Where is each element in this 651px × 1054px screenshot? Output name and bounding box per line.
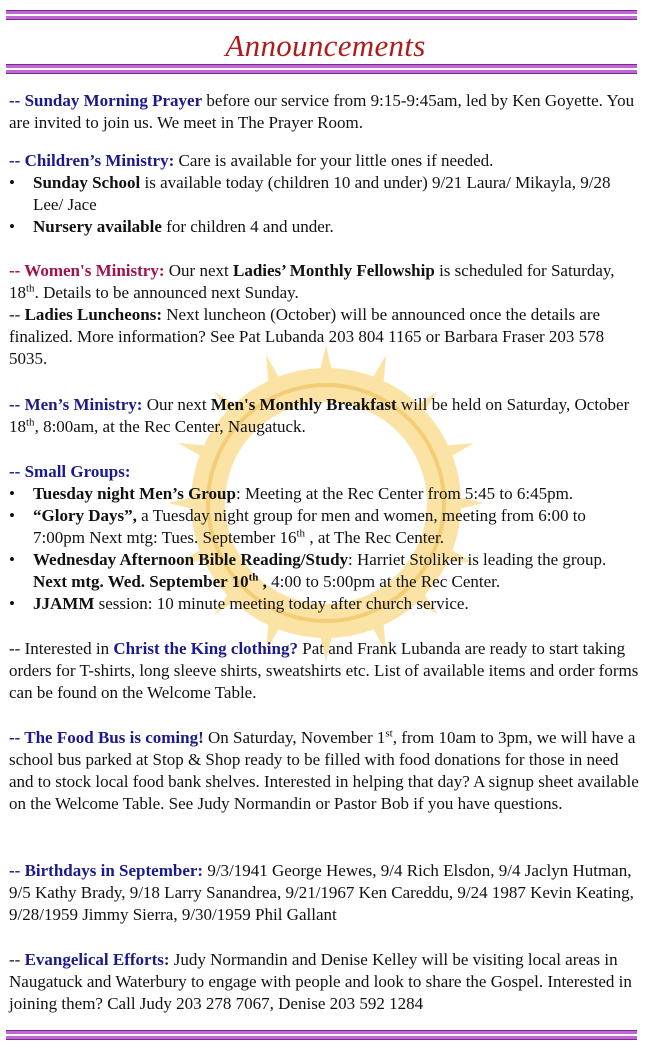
prayer-section xyxy=(9,90,641,134)
clothing-section xyxy=(9,638,641,704)
list-item xyxy=(9,593,641,615)
list-item xyxy=(9,483,641,505)
foodbus-section xyxy=(9,727,641,815)
title-divider xyxy=(6,64,637,74)
prayer-text: before our service from 9:15-9:45am, led by Ken Goyette. You are invited to join us. We meet in The Prayer Room. xyxy=(9,91,635,132)
item-text: : Meeting at the Rec Center from 5:45 to 6:45pm. xyxy=(235,484,574,503)
women-text: . Details to be announced next Sunday. xyxy=(34,283,299,302)
ordinal-suffix: st xyxy=(385,727,393,740)
men-text: Our next xyxy=(142,395,211,414)
women-heading: -- Women's Ministry: xyxy=(9,261,165,280)
item-bold: , xyxy=(258,572,267,591)
item-text: session: 10 minute meeting today after church service. xyxy=(94,594,469,613)
bullet-icon: • xyxy=(9,217,15,236)
men-text: will be held on Saturday, October 18 xyxy=(9,395,630,436)
children-text: Care is available for your little ones if needed. xyxy=(174,151,494,170)
item-bold: Next mtg. Wed. September 10 xyxy=(33,572,249,591)
evangelical-section xyxy=(9,949,641,1015)
item-text: a Tuesday night group for men and women, meeting from 6:00 to 7:00pm Next mtg: Tues. September 16 xyxy=(33,506,586,547)
men-section xyxy=(9,394,641,438)
women-event: Ladies’ Monthly Fellowship xyxy=(232,261,435,280)
ordinal-suffix: th xyxy=(26,282,35,295)
men-heading: -- Men’s Ministry: xyxy=(9,395,143,414)
luncheon-heading: Ladies Luncheons: xyxy=(24,305,163,324)
list-item xyxy=(9,505,641,549)
top-divider xyxy=(6,10,637,20)
item-text: , at The Rec Center. xyxy=(305,528,445,547)
bullet-icon: • xyxy=(9,506,15,525)
bullet-icon: • xyxy=(9,594,15,613)
women-text: Our next xyxy=(164,261,233,280)
item-bold: Sunday School xyxy=(33,173,141,192)
ordinal-suffix: th xyxy=(248,571,259,584)
item-bold: “Glory Days”, xyxy=(33,506,137,525)
page-title: Announcements xyxy=(225,28,426,63)
item-text: 9/21 Laura/ Mikayla, 9/28 Lee/ Jace xyxy=(33,173,611,214)
evangelical-heading: Evangelical Efforts: xyxy=(24,950,170,969)
bottom-divider xyxy=(6,1030,637,1040)
birthdays-heading: -- Birthdays in September: xyxy=(9,861,204,880)
clothing-heading: Christ the King clothing? xyxy=(113,639,298,658)
item-text: for children 4 and under. xyxy=(161,217,334,236)
foodbus-heading: -- The Food Bus is coming! xyxy=(9,728,204,747)
ordinal-suffix: th xyxy=(26,416,35,429)
children-section xyxy=(9,150,641,238)
list-item xyxy=(9,216,641,238)
list-item xyxy=(9,549,641,593)
clothing-prefix: -- Interested in xyxy=(9,639,114,658)
item-bold: Tuesday night Men’s Group xyxy=(33,484,236,503)
list-item xyxy=(9,172,641,216)
item-bold: Wednesday Afternoon Bible Reading/Study xyxy=(33,550,349,569)
item-bold: Nursery available xyxy=(33,217,162,236)
men-text: , 8:00am, at the Rec Center, Naugatuck. xyxy=(34,417,306,436)
men-event: Men's Monthly Breakfast xyxy=(210,395,397,414)
evangelical-text: Judy Normandin and Denise Kelley will be visiting local areas in Naugatuck and Waterbury to engage with people and look to share the Gospel. Interested in joining them? Call Judy 203 278 7067, Denise 203 592 1284 xyxy=(9,950,632,1013)
foodbus-text: , from 10am to 3pm, we will have a school bus parked at Stop & Shop ready to be filled with food donations for those in need and to stock local food bank shelves. Interested in helping that day? A signup sheet available on the Welcome Table. See Judy Normandin or Pastor Bob if you have questions. xyxy=(9,728,639,813)
item-bold: JJAMM xyxy=(33,594,95,613)
birthdays-text: 9/3/1941 George Hewes, 9/4 Rich Elsdon, 9/4 Jaclyn Hutman, 9/5 Kathy Brady, 9/18 Larry Sanandrea, 9/21/1967 Ken Careddu, 9/24 1987 Kevin Keating, 9/28/1959 Jimmy Sierra, 9/30/1959 Phil Gallant xyxy=(9,861,634,924)
birthdays-section xyxy=(9,860,641,926)
item-text: 4:00 to 5:00pm at the Rec Center. xyxy=(266,572,501,591)
clothing-text: Pat and Frank Lubanda are ready to start taking orders for T-shirts, long sleeve shirts, sweatshirts etc. List of available items and order forms can be found on the Welcome Table. xyxy=(9,639,639,702)
bullet-icon: • xyxy=(9,550,15,569)
luncheon-text: Next luncheon (October) will be announced once the details are finalized. More information? See Pat Lubanda 203 804 1165 or Barbara Fraser 203 578 5035. xyxy=(9,305,605,368)
foodbus-text: On Saturday, November 1 xyxy=(203,728,386,747)
evangelical-prefix: -- xyxy=(9,950,25,969)
item-text: : Harriet Stoliker is leading the group. xyxy=(348,550,607,569)
bullet-icon: • xyxy=(9,173,15,192)
women-text: is scheduled for Saturday, 18 xyxy=(9,261,615,302)
ordinal-suffix: th xyxy=(296,527,306,540)
women-section xyxy=(9,260,641,370)
luncheon-prefix: -- xyxy=(9,305,25,324)
children-heading: -- Children’s Ministry: xyxy=(9,151,175,170)
groups-heading: -- Small Groups: xyxy=(9,462,131,481)
groups-section xyxy=(9,461,641,615)
prayer-heading: -- Sunday Morning Prayer xyxy=(9,91,203,110)
item-text: is available today (children 10 and under) xyxy=(140,173,428,192)
bullet-icon: • xyxy=(9,484,15,503)
